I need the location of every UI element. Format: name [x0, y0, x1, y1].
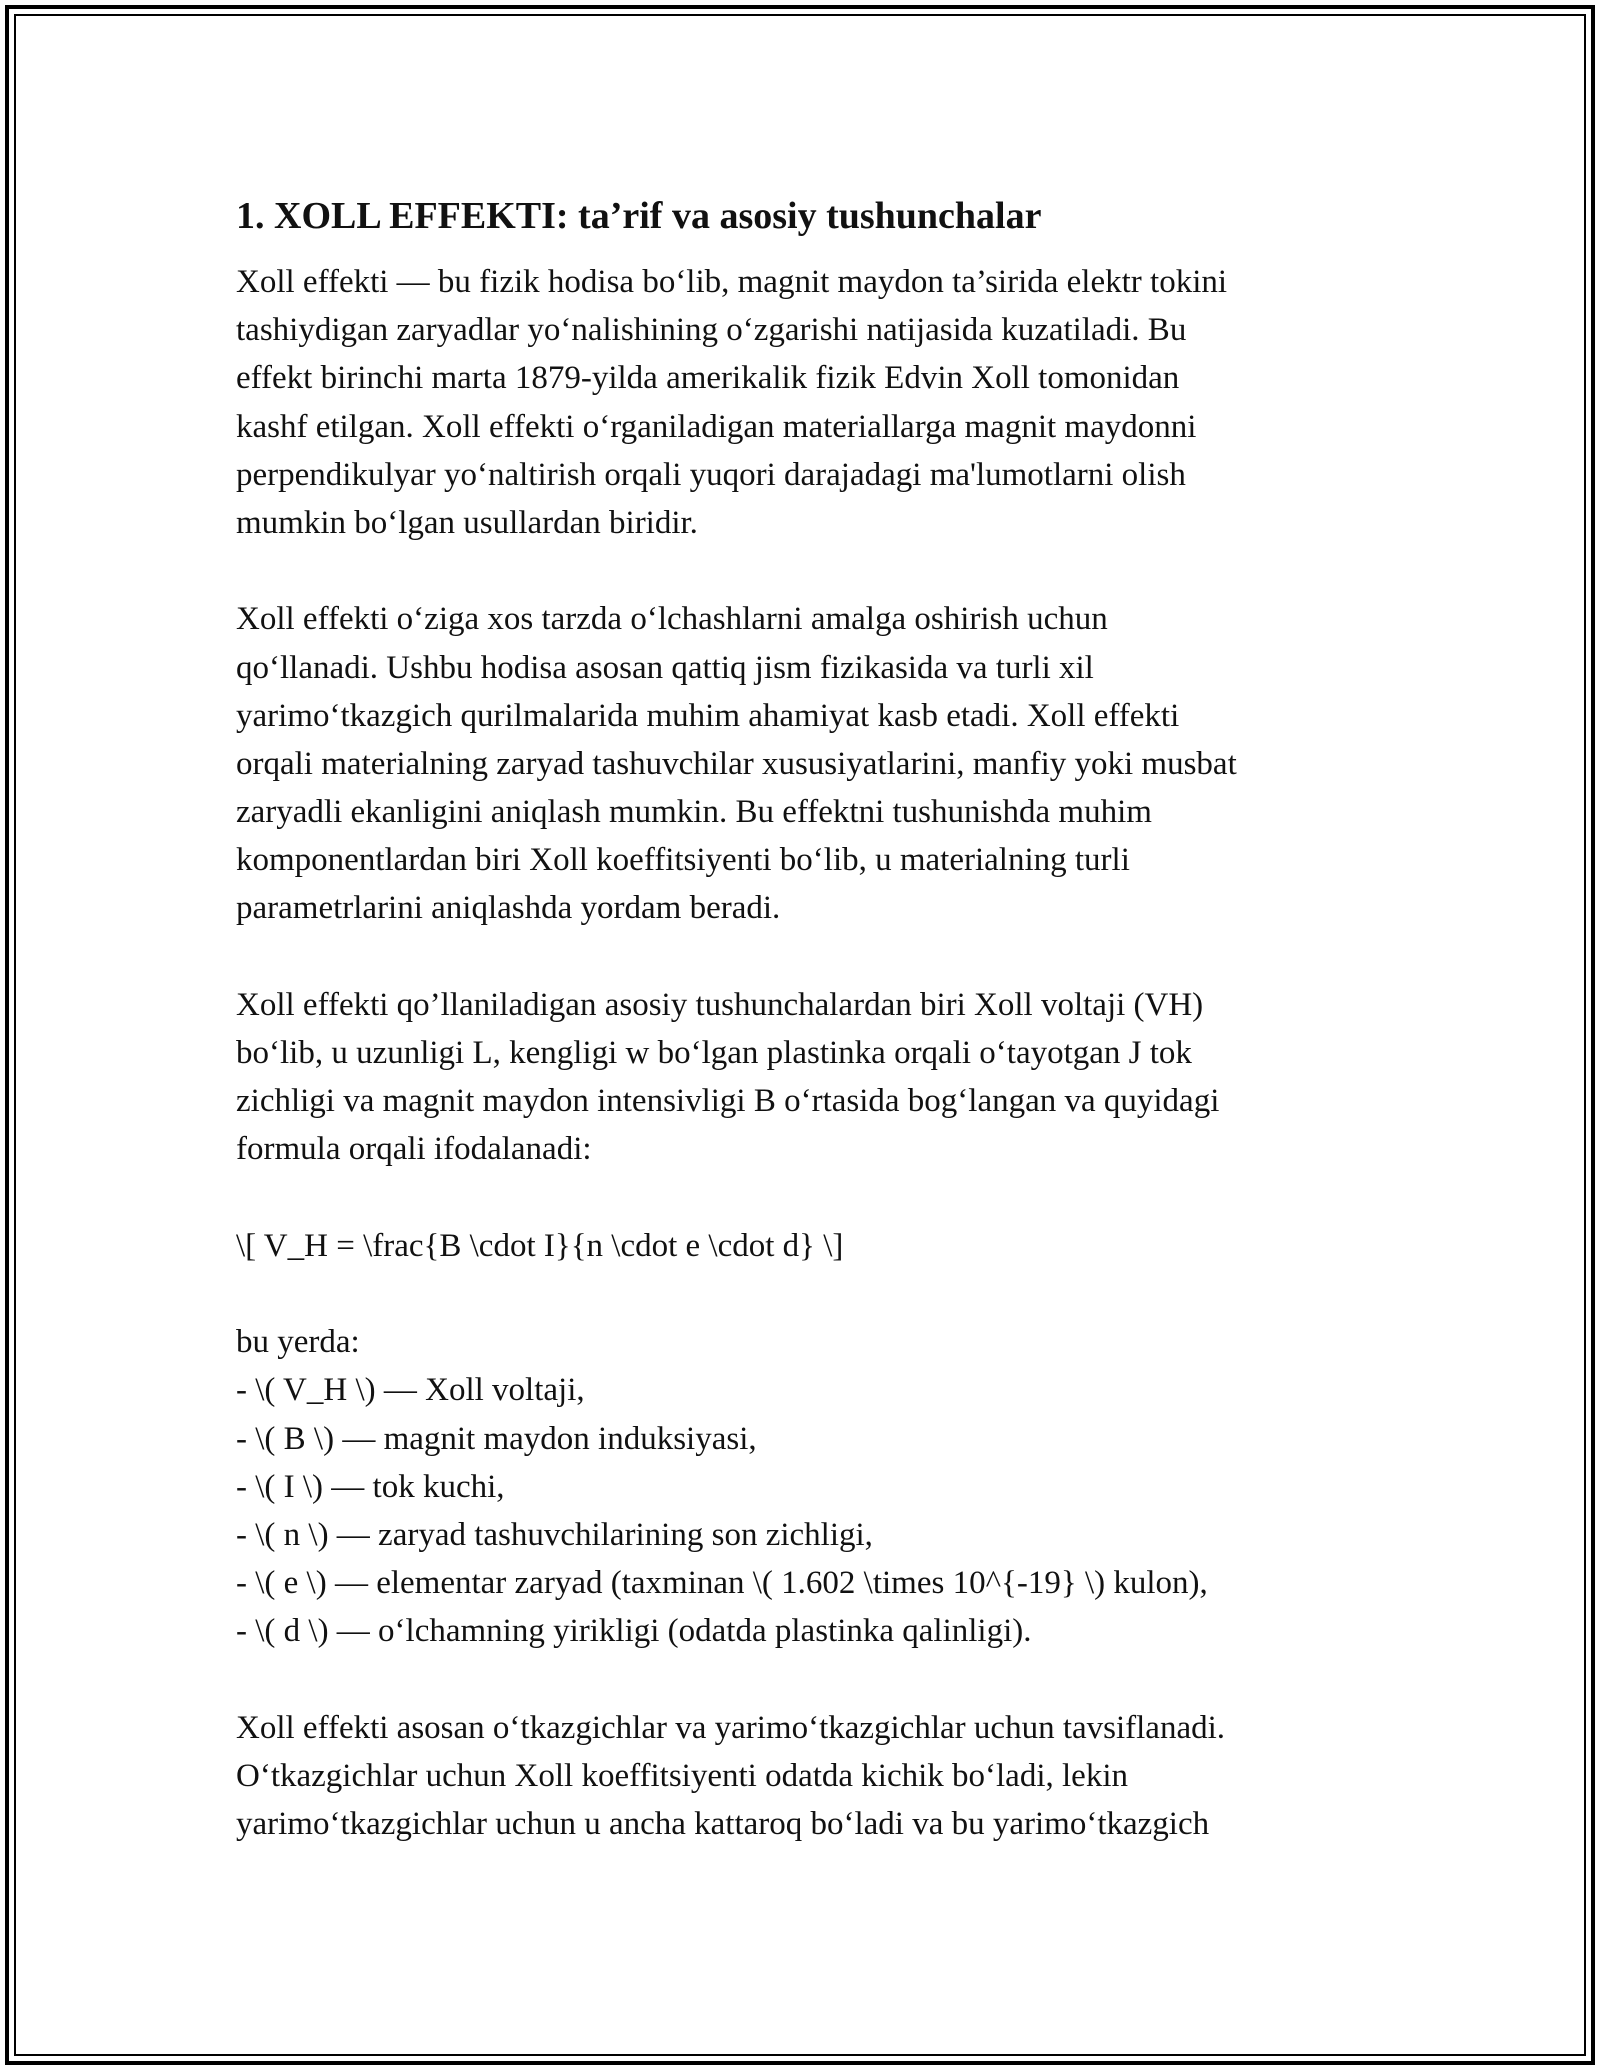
definition-item: - \( I \) — tok kuchi, — [236, 1468, 505, 1505]
text-line: tashiydigan zaryadlar yo‘nalishining o‘zgarishi natijasida kuzatiladi. Bu — [236, 312, 1187, 349]
text-line: formula orqali ifodalanadi: — [236, 1131, 592, 1168]
text-line: O‘tkazgichlar uchun Xoll koeffitsiyenti odatda kichik bo‘ladi, lekin — [236, 1757, 1128, 1794]
document-body — [236, 186, 1366, 1848]
section-heading: 1. XOLL EFFEKTI: ta’rif va asosiy tushunchalar — [236, 195, 1042, 237]
text-line: Xoll effekti o‘ziga xos tarzda o‘lchashlarni amalga oshirish uchun — [236, 601, 1108, 638]
definition-item: - \( V_H \) — Xoll voltaji, — [236, 1372, 585, 1409]
text-line: effekt birinchi marta 1879-yilda amerikalik fizik Edvin Xoll tomonidan — [236, 360, 1180, 397]
definition-item: - \( n \) — zaryad tashuvchilarining son zichligi, — [236, 1516, 873, 1553]
formula-line: \[ V_H = \frac{B \cdot I}{n \cdot e \cdot d} \] — [236, 1227, 844, 1264]
paragraph-applications — [236, 595, 1366, 932]
paragraph-gap — [236, 547, 1366, 595]
text-line: Xoll effekti qo’llaniladigan asosiy tushunchalardan biri Xoll voltaji (VH) — [236, 986, 1204, 1023]
text-line: mumkin bo‘lgan usullardan biridir. — [236, 504, 698, 541]
text-line: qo‘llanadi. Ushbu hodisa asosan qattiq jism fizikasida va turli xil — [236, 649, 1094, 686]
paragraph-gap — [236, 1655, 1366, 1703]
paragraph-conductors — [236, 1704, 1366, 1849]
definition-item: - \( B \) — magnit maydon induksiyasi, — [236, 1420, 757, 1457]
definition-item: - \( e \) — elementar zaryad (taxminan \( 1.602 \times 10^{-19} \) kulon), — [236, 1565, 1208, 1602]
paragraph-gap — [236, 1270, 1366, 1318]
text-line: parametrlarini aniqlashda yordam beradi. — [236, 890, 781, 927]
text-line: perpendikulyar yo‘naltirish orqali yuqori darajadagi ma'lumotlarni olish — [236, 456, 1186, 493]
text-line: Xoll effekti — bu fizik hodisa bo‘lib, magnit maydon ta’sirida elektr tokini — [236, 264, 1228, 300]
text-line: zaryadli ekanligini aniqlash mumkin. Bu effektni tushunishda muhim — [236, 794, 1152, 831]
text-line: kashf etilgan. Xoll effekti o‘rganiladigan materiallarga magnit maydonni — [236, 408, 1197, 445]
text-line: orqali materialning zaryad tashuvchilar xususiyatlarini, manfiy yoki musbat — [236, 745, 1237, 782]
definitions-intro: bu yerda: — [236, 1324, 360, 1361]
text-line: komponentlardan biri Xoll koeffitsiyenti bo‘lib, u materialning turli — [236, 842, 1130, 879]
paragraph-gap — [236, 933, 1366, 981]
text-line: yarimo‘tkazgichlar uchun u ancha kattaroq bo‘ladi va bu yarimo‘tkazgich — [236, 1806, 1210, 1842]
paragraph-hall-voltage — [236, 981, 1366, 1174]
definitions-list — [236, 1318, 1366, 1655]
paragraph-definition — [236, 258, 1366, 547]
text-line: yarimo‘tkazgich qurilmalarida muhim ahamiyat kasb etadi. Xoll effekti — [236, 697, 1180, 734]
text-line: bo‘lib, u uzunligi L, kengligi w bo‘lgan plastinka orqali o‘tayotgan J tok — [236, 1035, 1192, 1071]
text-line: Xoll effekti asosan o‘tkazgichlar va yarimo‘tkazgichlar uchun tavsiflanadi. — [236, 1709, 1226, 1746]
text-line: zichligi va magnit maydon intensivligi B o‘rtasida bog‘langan va quyidagi — [236, 1083, 1220, 1120]
paragraph-gap — [236, 1174, 1366, 1222]
definition-item: - \( d \) — o‘lchamning yirikligi (odatda plastinka qalinligi). — [236, 1613, 1032, 1650]
